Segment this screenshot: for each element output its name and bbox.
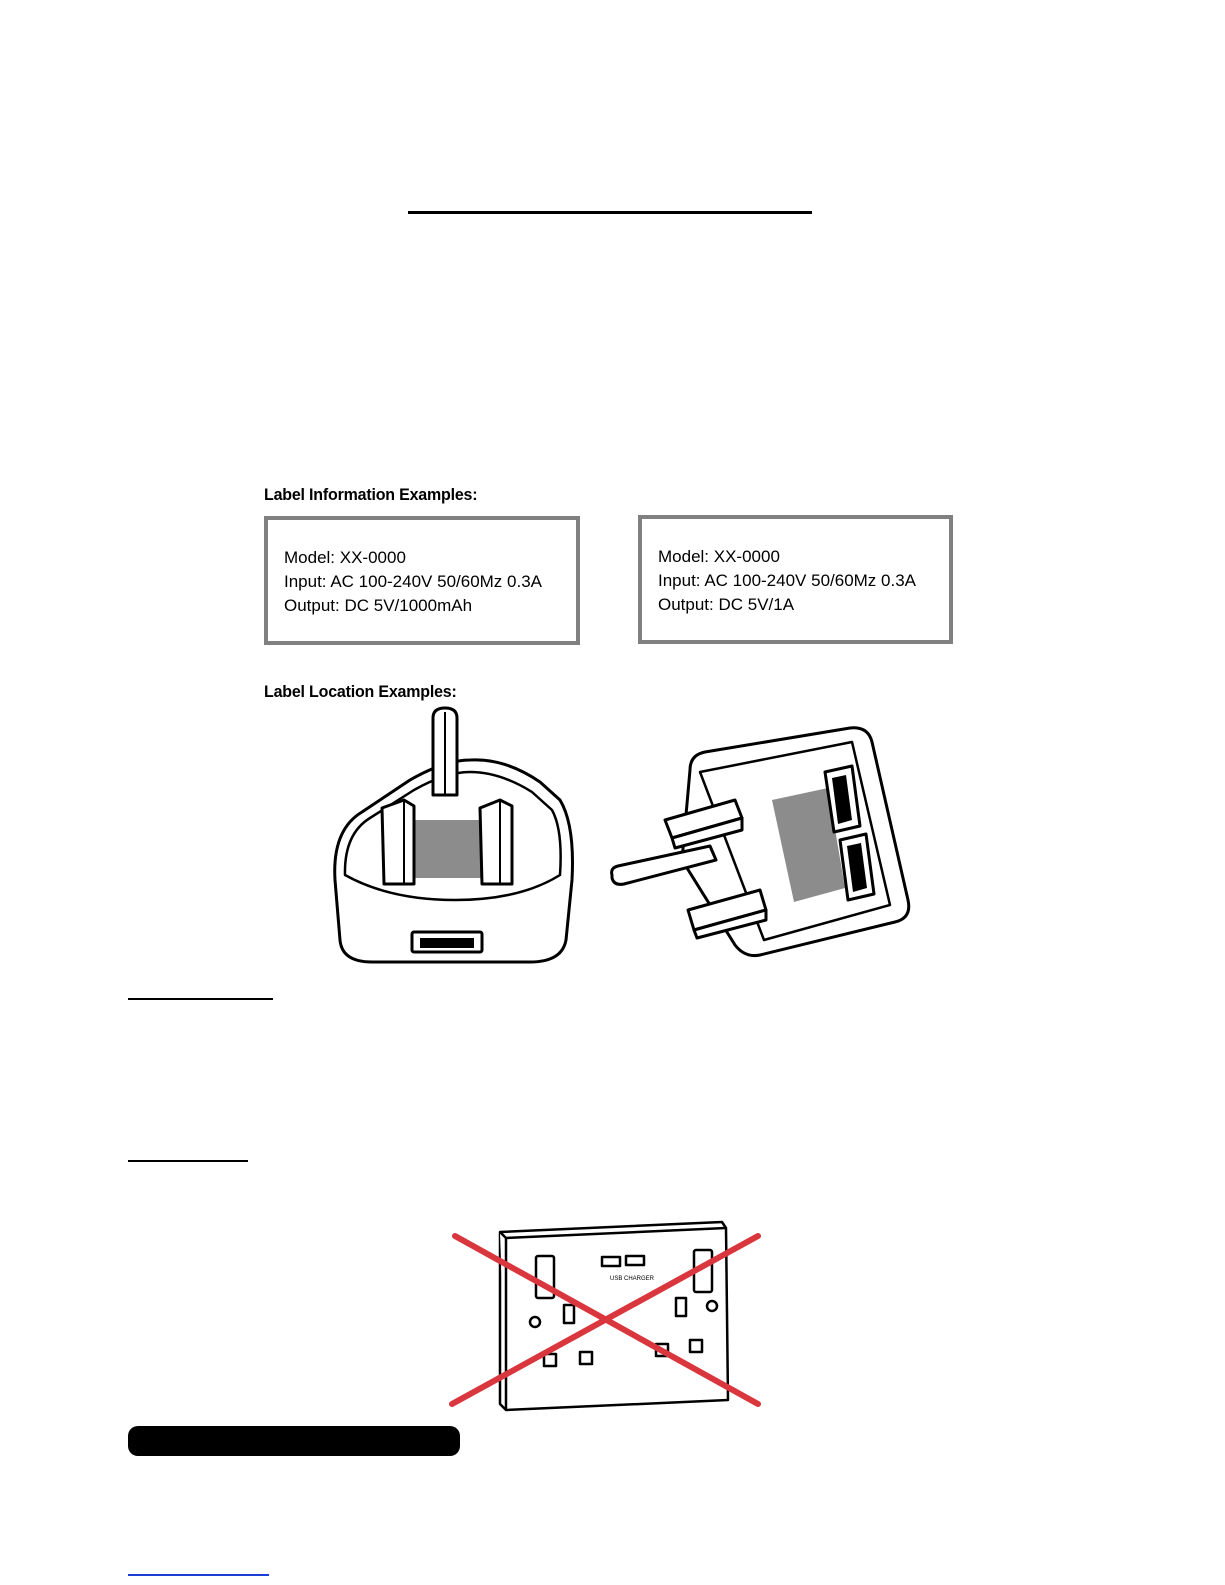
label-info-heading: Label Information Examples: xyxy=(264,485,478,504)
usb-charger-text: USB CHARGER xyxy=(610,1276,655,1282)
label-model: Model: XX-0000 xyxy=(658,547,780,566)
label-output: Output: DC 5V/1000mAh xyxy=(284,596,473,615)
label-input: Input: AC 100-240V 50/60Mz 0.3A xyxy=(284,572,543,591)
label-input: Input: AC 100-240V 50/60Mz 0.3A xyxy=(658,571,917,590)
label-location-heading: Label Location Examples: xyxy=(264,682,457,701)
link-underline[interactable] xyxy=(128,1574,269,1576)
label-output: Output: DC 5V/1A xyxy=(658,595,795,614)
label-model: Model: XX-0000 xyxy=(284,548,406,567)
redacted-heading-bar xyxy=(128,1426,460,1456)
